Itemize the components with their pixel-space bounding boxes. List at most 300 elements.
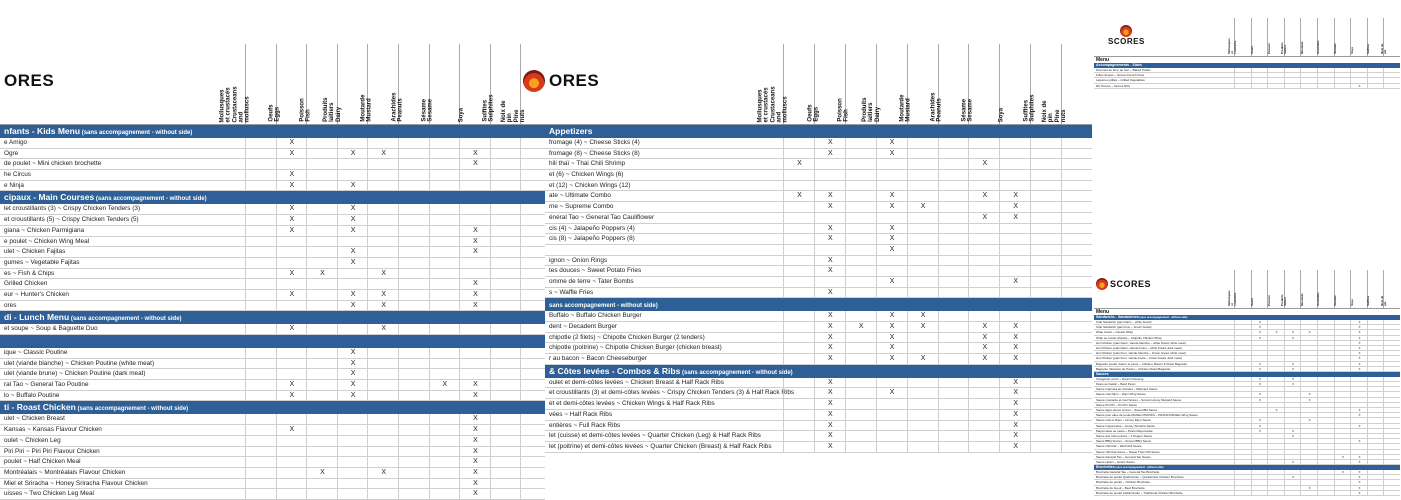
allergen-cell (783, 343, 815, 353)
allergen-cell (783, 245, 815, 255)
allergen-cell (1284, 320, 1302, 324)
allergen-cell (1317, 439, 1335, 443)
allergen-cell (1251, 450, 1269, 454)
allergen-label: Sésame Sesame (961, 99, 974, 122)
allergen-cell (938, 181, 970, 191)
allergen-cell (245, 489, 277, 499)
allergen-label: Produits laitiers Dairy (862, 97, 882, 122)
menu-item-label: oulet ~ Chicken Leg (4, 436, 61, 444)
allergen-cell (306, 149, 338, 159)
allergen-cell (276, 468, 308, 478)
allergen-cell (1317, 387, 1335, 391)
allergen-cell (1317, 475, 1335, 479)
allergen-cell (367, 436, 399, 446)
allergen-cell (367, 279, 399, 289)
allergen-cell (1367, 73, 1385, 77)
allergen-cell (398, 447, 430, 457)
allergen-label: Sulfites (1366, 43, 1371, 54)
allergen-cell (999, 159, 1031, 169)
menu-item-label: ique ~ Classic Poutine (4, 349, 68, 356)
allergen-cell (1317, 455, 1335, 459)
menu-item-row (545, 245, 1092, 256)
allergen-cell (245, 324, 277, 334)
allergen-cell: X (1350, 470, 1368, 474)
menu-item-row (545, 343, 1092, 354)
allergen-cell (938, 421, 970, 431)
allergen-cell (1061, 343, 1093, 353)
allergen-cell (429, 436, 461, 446)
allergen-cell (1234, 455, 1252, 459)
allergen-cell (783, 354, 815, 364)
allergen-cell (1267, 475, 1285, 479)
allergen-cell: X (907, 322, 939, 332)
allergen-cell (1317, 68, 1335, 72)
section-header (545, 365, 1092, 378)
allergen-cell: X (1350, 480, 1368, 484)
menu-item-label: Sauce Hoisin ~ Hoisin Sauce (1096, 459, 1135, 464)
allergen-cell (1284, 413, 1302, 417)
allergen-cell (999, 311, 1031, 321)
menu-item-label: Sauce miel et Dijon ~ Honey Dijon Sauce (1096, 418, 1151, 423)
allergen-cell (276, 279, 308, 289)
allergen-cell (398, 258, 430, 268)
menu-item-label: Buffalo ~ Buffalo Chicken Burger (549, 312, 642, 320)
allergen-cell: X (429, 380, 461, 390)
allergen-cell: X (276, 269, 308, 279)
allergen-cell: X (276, 170, 308, 180)
allergen-cell (490, 369, 522, 379)
allergen-cell (1367, 68, 1385, 72)
allergen-cell (845, 138, 877, 148)
allergen-label: Oeufs (1250, 46, 1255, 54)
allergen-cell: X (459, 301, 491, 311)
menu-item-label: entières ~ Full Rack Ribs (549, 421, 621, 429)
allergen-cell: X (1350, 356, 1368, 360)
allergen-cell: X (1284, 362, 1302, 366)
menu-item-label: Ogre (4, 149, 19, 157)
allergen-cell (245, 468, 277, 478)
allergen-cell (845, 234, 877, 244)
menu-item-label: lo ~ Buffalo Poutine (4, 391, 60, 399)
allergen-cell: X (814, 333, 846, 343)
allergen-cell (968, 149, 1000, 159)
allergen-cell: X (1284, 382, 1302, 386)
allergen-label: Soya (998, 107, 1005, 122)
allergen-cell (968, 256, 1000, 266)
allergen-cell (337, 414, 369, 424)
section-title: Sauces (1096, 371, 1109, 376)
allergen-cell (1234, 460, 1252, 464)
allergen-cell (1334, 78, 1352, 82)
allergen-cell (1350, 68, 1368, 72)
allergen-cell (938, 213, 970, 223)
allergen-cell (276, 159, 308, 169)
allergen-cell: X (276, 181, 308, 191)
allergen-cell (783, 149, 815, 159)
allergen-cell (1267, 377, 1285, 381)
menu-item-row (0, 380, 545, 391)
allergen-cell (245, 414, 277, 424)
allergen-cell: X (814, 399, 846, 409)
allergen-cell (337, 425, 369, 435)
allergen-cell (1317, 429, 1335, 433)
menu-item-row (545, 138, 1092, 149)
allergen-cell (1383, 367, 1401, 371)
allergen-cell (306, 489, 338, 499)
allergen-cell (938, 224, 970, 234)
allergen-cell (907, 388, 939, 398)
menu-item-row (545, 288, 1092, 299)
menu-item-label: Frites Scores ~ Scores French Fries (1096, 73, 1145, 78)
menu-item-row (0, 301, 545, 312)
menu-item-label: Hot Chicken (pain brun, viande brune ~ brown bread, dark meat) (1096, 356, 1182, 361)
allergen-label: Noix de pin (1380, 43, 1387, 54)
allergen-sheet-sandwiches-sauces (1094, 270, 1400, 500)
allergen-cell (1284, 444, 1302, 448)
allergen-cell: X (814, 224, 846, 234)
allergen-cell: X (1251, 330, 1269, 334)
allergen-cell (814, 181, 846, 191)
allergen-cell (876, 442, 908, 452)
allergen-cell (490, 348, 522, 358)
allergen-cell: X (1350, 424, 1368, 428)
allergen-cell (398, 391, 430, 401)
allergen-cell (398, 380, 430, 390)
allergen-cell (999, 245, 1031, 255)
allergen-cell (367, 380, 399, 390)
allergen-cell (398, 138, 430, 148)
allergen-cell (490, 391, 522, 401)
allergen-cell (938, 191, 970, 201)
allergen-cell (367, 359, 399, 369)
allergen-cell (907, 170, 939, 180)
menu-item-label: Baguette rôtisserie de Poulet ~ Chicken Roast Baguette (1096, 366, 1171, 371)
allergen-cell (398, 359, 430, 369)
allergen-cell (306, 447, 338, 457)
section-title: cipaux - Main Courses (4, 192, 95, 203)
allergen-cell (876, 288, 908, 298)
allergen-cell: X (1284, 434, 1302, 438)
allergen-cell (1284, 346, 1302, 350)
menu-item-label: let (cuisse) et demi-côtes levées ~ Quarter Chicken (Leg) & Half Rack Ribs (549, 432, 761, 440)
allergen-cell (1061, 138, 1093, 148)
allergen-cell (999, 138, 1031, 148)
menu-item-label: he Circus (4, 171, 31, 179)
menu-item-row (0, 149, 545, 160)
allergen-cell (245, 380, 277, 390)
allergen-cell (1061, 159, 1093, 169)
allergen-cell (490, 279, 522, 289)
allergen-cell (1234, 356, 1252, 360)
allergen-cell (1234, 475, 1252, 479)
allergen-cell (1383, 330, 1401, 334)
allergen-cell (1267, 403, 1285, 407)
allergen-label: Sulfites (1366, 295, 1371, 306)
menu-item-label: ores (4, 301, 17, 309)
allergen-cell (459, 269, 491, 279)
allergen-cell: X (999, 399, 1031, 409)
allergen-cell (845, 378, 877, 388)
allergen-label: Noix de pin Pine nuts (1041, 100, 1067, 122)
menu-item-label: ate ~ Ultimate Combo (549, 192, 611, 200)
allergen-cell (1334, 480, 1352, 484)
allergen-cell (245, 279, 277, 289)
allergen-cell: X (337, 391, 369, 401)
menu-item-label: let (poitrine) et demi-côtes levées ~ Quarter Chicken (Breast) & Half Rack Ribs (549, 442, 772, 450)
menu-item-label: ulet ~ Chicken Breast (4, 415, 65, 423)
allergen-cell (1300, 351, 1318, 355)
allergen-cell (1350, 78, 1368, 82)
allergen-cell (1317, 320, 1335, 324)
allergen-cell (429, 457, 461, 467)
menu-item-row (0, 258, 545, 269)
menu-item-row (545, 399, 1092, 410)
allergen-cell (907, 288, 939, 298)
allergen-cell (245, 369, 277, 379)
allergen-cell (1234, 341, 1252, 345)
allergen-cell (845, 431, 877, 441)
allergen-cell (398, 290, 430, 300)
allergen-cell: X (1350, 491, 1368, 495)
menu-item-label: Sauce chili thaï ~ Well Chili Sauce (1096, 444, 1142, 449)
menu-item-label: Piri Piri ~ Piri Piri Flavour Chicken (4, 447, 100, 455)
allergen-cell (306, 324, 338, 334)
allergen-cell: X (337, 204, 369, 214)
allergen-cell (1030, 421, 1062, 431)
allergen-cell: X (999, 431, 1031, 441)
allergen-cell (1367, 491, 1385, 495)
allergen-cell (398, 159, 430, 169)
allergen-cell: X (1300, 330, 1318, 334)
menu-item-row (0, 447, 545, 458)
allergen-cell (1383, 491, 1401, 495)
allergen-cell (938, 245, 970, 255)
allergen-cell (306, 348, 338, 358)
allergen-cell (520, 479, 552, 489)
allergen-cell: X (459, 489, 491, 499)
allergen-cell (459, 170, 491, 180)
allergen-cell (1367, 78, 1385, 82)
section-header (0, 335, 545, 348)
allergen-cell (1300, 73, 1318, 77)
allergen-cell (1300, 470, 1318, 474)
allergen-cell (1251, 480, 1269, 484)
allergen-cell: X (1334, 470, 1352, 474)
allergen-cell (783, 311, 815, 321)
allergen-column-header (1380, 18, 1401, 56)
allergen-cell (1234, 480, 1252, 484)
allergen-cell (1334, 486, 1352, 490)
allergen-cell (337, 324, 369, 334)
allergen-cell (845, 311, 877, 321)
allergen-cell: X (876, 245, 908, 255)
allergen-cell (490, 380, 522, 390)
scores-logo (1108, 25, 1145, 46)
allergen-cell (429, 237, 461, 247)
menu-item-label: Brochette de poulet ~ Chicken Brochette (1096, 480, 1150, 485)
allergen-cell: X (814, 388, 846, 398)
allergen-cell (367, 237, 399, 247)
allergen-cell (1234, 351, 1252, 355)
allergen-cell: X (814, 421, 846, 431)
allergen-cell (306, 457, 338, 467)
menu-item-label: ral Tao ~ General Tao Poutine (4, 381, 89, 389)
allergen-cell (429, 138, 461, 148)
allergen-cell (398, 204, 430, 214)
section-header (0, 401, 545, 414)
allergen-cell (1267, 320, 1285, 324)
allergen-cell: X (1350, 341, 1368, 345)
allergen-cell (245, 247, 277, 257)
allergen-cell (907, 399, 939, 409)
allergen-cell (1334, 475, 1352, 479)
allergen-cell (1317, 418, 1335, 422)
menu-item-row (0, 359, 545, 370)
allergen-cell (1317, 336, 1335, 340)
allergen-cell (429, 290, 461, 300)
allergen-cell: X (876, 388, 908, 398)
allergen-cell (783, 224, 815, 234)
allergen-cell (398, 468, 430, 478)
allergen-cell (306, 359, 338, 369)
menu-item-row (0, 468, 545, 479)
allergen-cell (1300, 475, 1318, 479)
allergen-cell: X (1267, 330, 1285, 334)
allergen-cell (1300, 377, 1318, 381)
allergen-cell (1030, 442, 1062, 452)
allergen-cell: X (337, 149, 369, 159)
allergen-cell (968, 202, 1000, 212)
menu-item-row (545, 442, 1092, 453)
allergen-cell (245, 226, 277, 236)
allergen-cell (968, 442, 1000, 452)
allergen-cell (1383, 341, 1401, 345)
allergen-cell (1300, 408, 1318, 412)
allergen-cell (1334, 424, 1352, 428)
allergen-cell (1367, 320, 1385, 324)
allergen-cell (938, 431, 970, 441)
allergen-cell: X (999, 354, 1031, 364)
allergen-cell (1251, 356, 1269, 360)
allergen-cell (1030, 288, 1062, 298)
menu-item-label: Sauce Général Tao ~ General Tao Sauce (1096, 454, 1151, 459)
menu-item-label: e poulet ~ Chicken Wing Meal (4, 237, 90, 245)
allergen-cell (276, 301, 308, 311)
allergen-sheet-sides (1094, 18, 1400, 100)
allergen-cell (1234, 491, 1252, 495)
allergen-column-headers (757, 44, 1092, 124)
allergen-cell (1367, 84, 1385, 88)
allergen-cell (1300, 367, 1318, 371)
allergen-cell (1334, 382, 1352, 386)
allergen-cell (938, 170, 970, 180)
allergen-cell: X (814, 354, 846, 364)
allergen-cell: X (459, 237, 491, 247)
allergen-label: Produits laitiers Dairy (323, 97, 343, 122)
allergen-cell (938, 322, 970, 332)
allergen-cell (1061, 410, 1093, 420)
allergen-cell (1061, 256, 1093, 266)
allergen-cell (1234, 377, 1252, 381)
allergen-cell (490, 447, 522, 457)
sheet-rows (545, 125, 1092, 453)
menu-item-label: Pesto au basilic ~ Basil Pesto (1096, 382, 1136, 387)
menu-item-row (545, 431, 1092, 442)
allergen-cell (938, 266, 970, 276)
allergen-cell: X (814, 311, 846, 321)
allergen-cell (1300, 78, 1318, 82)
menu-item-row (1094, 84, 1400, 89)
allergen-cell (490, 436, 522, 446)
allergen-column-header (1334, 270, 1352, 308)
allergen-cell (1284, 450, 1302, 454)
allergen-column-header (421, 44, 461, 124)
allergen-cell (306, 226, 338, 236)
menu-item-label: Sauce aux trois poivres ~ 3 Pepper Sauce (1096, 433, 1153, 438)
menu-item-label: de poulet ~ Mini chicken brochette (4, 160, 102, 168)
allergen-cell (1251, 413, 1269, 417)
allergen-cell: X (1350, 325, 1368, 329)
allergen-cell (1334, 408, 1352, 412)
allergen-cell (907, 277, 939, 287)
sheet-rows (1094, 315, 1400, 496)
allergen-cell (1383, 398, 1401, 402)
menu-item-row (545, 213, 1092, 224)
allergen-cell (367, 369, 399, 379)
allergen-cell (1061, 421, 1093, 431)
allergen-cell: X (1350, 330, 1368, 334)
allergen-cell: X (999, 213, 1031, 223)
allergen-cell (1367, 475, 1385, 479)
allergen-cell: X (999, 388, 1031, 398)
allergen-cell (1284, 403, 1302, 407)
allergen-cell (938, 388, 970, 398)
allergen-cell (1030, 343, 1062, 353)
allergen-cell (398, 324, 430, 334)
allergen-cell: X (814, 343, 846, 353)
section-header (0, 125, 545, 138)
allergen-cell (999, 170, 1031, 180)
allergen-cell (306, 369, 338, 379)
allergen-cell: X (459, 436, 491, 446)
allergen-cell (245, 159, 277, 169)
allergen-cell (306, 181, 338, 191)
allergen-cell (1267, 450, 1285, 454)
allergen-cell (306, 258, 338, 268)
allergen-cell (1061, 213, 1093, 223)
allergen-cell (783, 138, 815, 148)
allergen-cell: X (337, 380, 369, 390)
allergen-cell (1030, 311, 1062, 321)
allergen-cell (1317, 325, 1335, 329)
allergen-cell (306, 279, 338, 289)
allergen-cell: X (876, 149, 908, 159)
allergen-cell (306, 204, 338, 214)
allergen-cell (1367, 356, 1385, 360)
allergen-cell (1234, 424, 1252, 428)
allergen-cell (306, 170, 338, 180)
menu-item-label: et soupe ~ Soup & Baguette Duo (4, 325, 98, 333)
flame-icon (523, 70, 545, 92)
allergen-cell (1251, 460, 1269, 464)
menu-item-label (545, 245, 787, 255)
allergen-cell (1383, 68, 1401, 72)
allergen-cell (367, 181, 399, 191)
allergen-cell (1334, 362, 1352, 366)
menu-item-row (0, 269, 545, 280)
allergen-cell (1367, 413, 1385, 417)
allergen-cell: X (459, 226, 491, 236)
